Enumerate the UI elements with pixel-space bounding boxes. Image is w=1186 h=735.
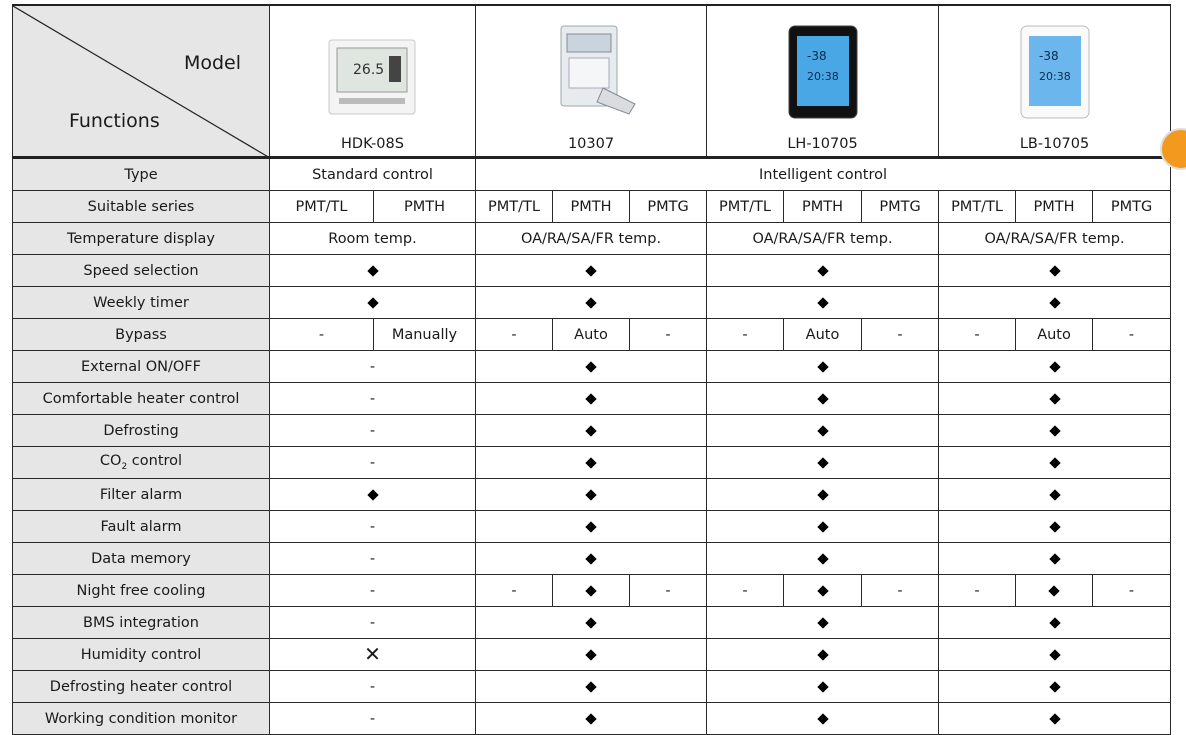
- bypass-cell: -: [270, 319, 374, 351]
- function-label: Working condition monitor: [13, 703, 270, 735]
- diagonal-divider: [13, 6, 270, 158]
- function-label: Weekly timer: [13, 287, 270, 319]
- diamond-icon: [367, 489, 378, 500]
- product-name: HDK-08S: [341, 136, 404, 152]
- row-temperature-display: [13, 223, 1171, 255]
- row-filter-alarm: [13, 479, 1171, 511]
- diamond-icon: [1049, 457, 1060, 468]
- diamond-icon: [817, 425, 828, 436]
- row-type: [13, 158, 1171, 191]
- product-cell-lb: [939, 5, 1171, 158]
- row-comfortable-heater: [13, 383, 1171, 415]
- bypass-cell: -: [476, 319, 553, 351]
- series-cell: PMT/TL: [939, 191, 1016, 223]
- diamond-icon: [585, 585, 596, 596]
- function-label: Speed selection: [13, 255, 270, 287]
- row-humidity-control: [13, 639, 1171, 671]
- diamond-icon: [1049, 681, 1060, 692]
- diamond-icon: [585, 265, 596, 276]
- product-name: 10307: [567, 136, 615, 152]
- series-cell: PMTH: [374, 191, 476, 223]
- dash-cell: -: [707, 575, 784, 607]
- diamond-icon: [1049, 425, 1060, 436]
- diamond-icon: [585, 617, 596, 628]
- row-night-free-cooling: [13, 575, 1171, 607]
- bypass-cell: -: [939, 319, 1016, 351]
- row-fault-alarm: [13, 511, 1171, 543]
- dash-cell: -: [939, 575, 1016, 607]
- diamond-icon: [585, 649, 596, 660]
- diamond-icon: [1049, 361, 1060, 372]
- function-label: Night free cooling: [13, 575, 270, 607]
- dash-cell: -: [270, 447, 476, 479]
- series-cell: PMTH: [784, 191, 862, 223]
- function-label: BMS integration: [13, 607, 270, 639]
- diamond-icon: [585, 713, 596, 724]
- diamond-icon: [1049, 297, 1060, 308]
- diamond-icon: [585, 553, 596, 564]
- product-cell-lh: [707, 5, 939, 158]
- function-label: Suitable series: [13, 191, 270, 223]
- temp-cell: OA/RA/SA/FR temp.: [939, 223, 1171, 255]
- dash-cell: -: [270, 415, 476, 447]
- diamond-icon: [817, 649, 828, 660]
- diamond-icon: [585, 393, 596, 404]
- svg-text:20:38: 20:38: [1038, 70, 1071, 83]
- series-cell: PMT/TL: [270, 191, 374, 223]
- diamond-icon: [585, 297, 596, 308]
- row-speed-selection: [13, 255, 1171, 287]
- dash-cell: -: [1093, 575, 1171, 607]
- row-working-condition: [13, 703, 1171, 735]
- row-external-on-off: [13, 351, 1171, 383]
- diamond-icon: [817, 553, 828, 564]
- dash-cell: -: [270, 383, 476, 415]
- lh-touch-panel-image: [775, 22, 871, 122]
- dash-cell: -: [270, 607, 476, 639]
- diamond-icon: [1049, 553, 1060, 564]
- dash-cell: -: [476, 575, 553, 607]
- row-bypass: [13, 319, 1171, 351]
- comparison-table: [12, 4, 1171, 735]
- diamond-icon: [817, 489, 828, 500]
- diamond-icon: [1049, 265, 1060, 276]
- model-label: Model: [183, 52, 241, 74]
- header-corner-cell: [13, 5, 270, 158]
- function-label: Type: [13, 158, 270, 191]
- diamond-icon: [817, 617, 828, 628]
- diamond-icon: [585, 425, 596, 436]
- diamond-icon: [817, 457, 828, 468]
- row-data-memory: [13, 543, 1171, 575]
- function-label: Comfortable heater control: [13, 383, 270, 415]
- series-cell: PMTH: [1016, 191, 1093, 223]
- row-bms-integration: [13, 607, 1171, 639]
- dash-cell: -: [270, 543, 476, 575]
- dash-cell: -: [862, 575, 939, 607]
- series-cell: PMT/TL: [707, 191, 784, 223]
- bypass-cell: Manually: [374, 319, 476, 351]
- svg-text:26.5: 26.5: [352, 62, 384, 78]
- bypass-cell: -: [707, 319, 784, 351]
- bypass-cell: Auto: [784, 319, 862, 351]
- diamond-icon: [367, 265, 378, 276]
- lb-touch-panel-image: [1007, 22, 1103, 122]
- function-label: Humidity control: [13, 639, 270, 671]
- functions-label: Functions: [69, 110, 160, 132]
- dash-cell: -: [270, 575, 476, 607]
- diamond-icon: [817, 393, 828, 404]
- diamond-icon: [585, 489, 596, 500]
- function-label: Bypass: [13, 319, 270, 351]
- bypass-cell: -: [862, 319, 939, 351]
- row-suitable-series: [13, 191, 1171, 223]
- diamond-icon: [1049, 393, 1060, 404]
- type-standard: Standard control: [270, 158, 476, 191]
- cross-icon: ✕: [364, 642, 381, 666]
- product-name: LH-10705: [787, 136, 858, 152]
- diamond-icon: [1048, 585, 1059, 596]
- temp-cell: Room temp.: [270, 223, 476, 255]
- series-cell: PMTG: [862, 191, 939, 223]
- function-label: Data memory: [13, 543, 270, 575]
- diamond-icon: [1049, 521, 1060, 532]
- bypass-cell: -: [1093, 319, 1171, 351]
- bypass-cell: -: [630, 319, 707, 351]
- diamond-icon: [817, 265, 828, 276]
- bypass-cell: Auto: [553, 319, 630, 351]
- diamond-icon: [1049, 489, 1060, 500]
- dash-cell: -: [270, 703, 476, 735]
- product-cell-10307: [476, 5, 707, 158]
- function-label: Fault alarm: [13, 511, 270, 543]
- diamond-icon: [1049, 617, 1060, 628]
- dash-cell: -: [270, 351, 476, 383]
- diamond-icon: [817, 361, 828, 372]
- diamond-icon: [1049, 649, 1060, 660]
- svg-text:20:38: 20:38: [806, 70, 839, 83]
- dash-cell: -: [270, 511, 476, 543]
- type-intelligent: Intelligent control: [476, 158, 1171, 191]
- series-cell: PMTH: [553, 191, 630, 223]
- row-co2-control: [13, 447, 1171, 479]
- diamond-icon: [585, 361, 596, 372]
- series-cell: PMT/TL: [476, 191, 553, 223]
- dash-cell: -: [630, 575, 707, 607]
- temp-cell: OA/RA/SA/FR temp.: [476, 223, 707, 255]
- row-defrosting-heater: [13, 671, 1171, 703]
- diamond-icon: [817, 521, 828, 532]
- row-defrosting: [13, 415, 1171, 447]
- bypass-cell: Auto: [1016, 319, 1093, 351]
- controller-10307-image: [543, 22, 639, 122]
- function-label: Temperature display: [13, 223, 270, 255]
- diamond-icon: [817, 713, 828, 724]
- function-label: Defrosting: [13, 415, 270, 447]
- temp-cell: OA/RA/SA/FR temp.: [707, 223, 939, 255]
- function-label: Defrosting heater control: [13, 671, 270, 703]
- diamond-icon: [585, 681, 596, 692]
- header-row: [13, 5, 1171, 158]
- function-label: External ON/OFF: [13, 351, 270, 383]
- diamond-icon: [817, 681, 828, 692]
- series-cell: PMTG: [1093, 191, 1171, 223]
- product-cell-hdk: [270, 5, 476, 158]
- diamond-icon: [1049, 713, 1060, 724]
- function-label: Filter alarm: [13, 479, 270, 511]
- diamond-icon: [585, 457, 596, 468]
- hdk-thermostat-image: [325, 22, 421, 122]
- product-name: LB-10705: [1019, 136, 1090, 152]
- row-weekly-timer: [13, 287, 1171, 319]
- svg-text:-38: -38: [1038, 49, 1059, 63]
- series-cell: PMTG: [630, 191, 707, 223]
- diamond-icon: [817, 585, 828, 596]
- function-label: $CO_2$ control: [13, 447, 270, 479]
- svg-text:-38: -38: [806, 49, 827, 63]
- diamond-icon: [367, 297, 378, 308]
- diamond-icon: [585, 521, 596, 532]
- diamond-icon: [817, 297, 828, 308]
- dash-cell: -: [270, 671, 476, 703]
